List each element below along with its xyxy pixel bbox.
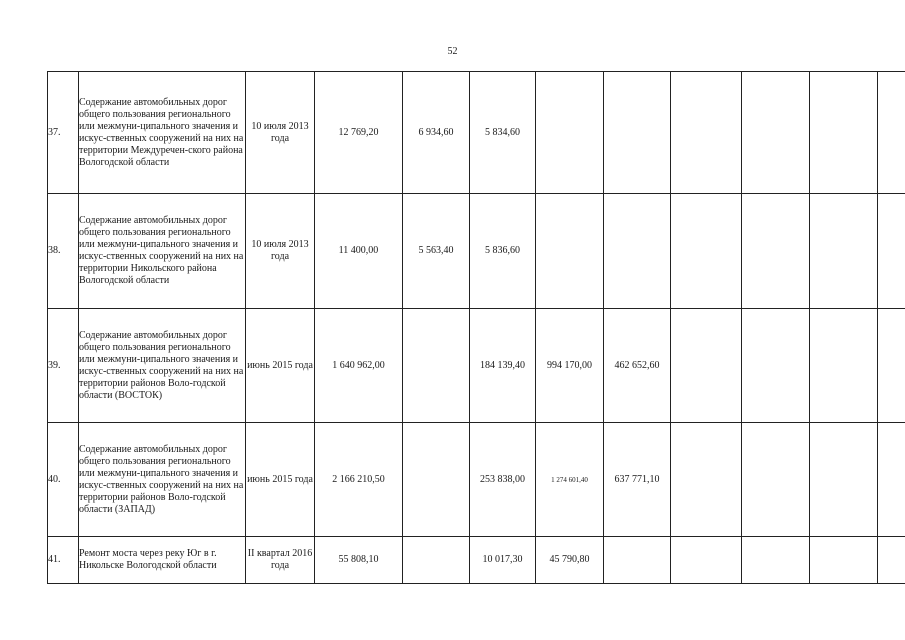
row-date: II квартал 2016 года	[246, 537, 315, 584]
table-row	[48, 194, 905, 309]
row-description: Содержание автомобильных дорог общего пользования регионального или межмуни-ципального значения и искус-ственных сооружений на них на территории Междуречен-ского района Вологодской области	[79, 72, 246, 194]
empty-cell	[878, 423, 905, 537]
row-number: 37.	[48, 72, 79, 194]
row-number: 39.	[48, 309, 79, 423]
cell-col-4	[536, 194, 604, 309]
row-description: Ремонт моста через реку Юг в г. Никольске Вологодской области	[79, 537, 246, 584]
empty-cell	[671, 423, 742, 537]
table-row	[48, 309, 905, 423]
empty-cell	[742, 194, 810, 309]
cell-col-5: 462 652,60	[604, 309, 671, 423]
cell-col-3: 253 838,00	[470, 423, 536, 537]
row-number: 38.	[48, 194, 79, 309]
page-number: 52	[447, 46, 458, 57]
row-date: июнь 2015 года	[246, 423, 315, 537]
row-date: июнь 2015 года	[246, 309, 315, 423]
data-table	[47, 71, 905, 584]
row-description: Содержание автомобильных дорог общего пользования регионального или межмуни-ципального значения и искус-ственных сооружений на них на территории районов Воло-годской области (ВОСТОК)	[79, 309, 246, 423]
empty-cell	[810, 72, 878, 194]
cell-col-2	[403, 423, 470, 537]
row-number: 40.	[48, 423, 79, 537]
row-date: 10 июля 2013 года	[246, 194, 315, 309]
cell-col-4: 1 274 601,40	[536, 423, 604, 537]
row-description: Содержание автомобильных дорог общего пользования регионального или межмуни-ципального значения и искус-ственных сооружений на них на территории районов Воло-годской области (ЗАПАД)	[79, 423, 246, 537]
empty-cell	[810, 537, 878, 584]
cell-col-5	[604, 72, 671, 194]
cell-total: 12 769,20	[315, 72, 403, 194]
empty-cell	[742, 537, 810, 584]
cell-total: 1 640 962,00	[315, 309, 403, 423]
cell-col-3: 5 834,60	[470, 72, 536, 194]
table-row	[48, 72, 905, 194]
empty-cell	[671, 309, 742, 423]
empty-cell	[878, 537, 905, 584]
cell-col-5	[604, 537, 671, 584]
empty-cell	[810, 423, 878, 537]
empty-cell	[878, 194, 905, 309]
empty-cell	[742, 423, 810, 537]
cell-total: 2 166 210,50	[315, 423, 403, 537]
empty-cell	[671, 537, 742, 584]
empty-cell	[878, 72, 905, 194]
cell-total: 11 400,00	[315, 194, 403, 309]
empty-cell	[671, 72, 742, 194]
cell-col-2: 6 934,60	[403, 72, 470, 194]
cell-col-5	[604, 194, 671, 309]
cell-total: 55 808,10	[315, 537, 403, 584]
empty-cell	[810, 309, 878, 423]
cell-col-4: 994 170,00	[536, 309, 604, 423]
empty-cell	[742, 309, 810, 423]
cell-col-4	[536, 72, 604, 194]
cell-col-2	[403, 309, 470, 423]
table-row	[48, 537, 905, 584]
empty-cell	[671, 194, 742, 309]
empty-cell	[810, 194, 878, 309]
table-row	[48, 423, 905, 537]
cell-col-3: 5 836,60	[470, 194, 536, 309]
row-description: Содержание автомобильных дорог общего пользования регионального или межмуни-ципального значения и искус-ственных сооружений на них на территории Никольского района Вологодской области	[79, 194, 246, 309]
cell-col-3: 10 017,30	[470, 537, 536, 584]
empty-cell	[878, 309, 905, 423]
cell-col-5: 637 771,10	[604, 423, 671, 537]
row-date: 10 июля 2013 года	[246, 72, 315, 194]
cell-col-3: 184 139,40	[470, 309, 536, 423]
row-number: 41.	[48, 537, 79, 584]
empty-cell	[742, 72, 810, 194]
cell-col-4: 45 790,80	[536, 537, 604, 584]
cell-col-2	[403, 537, 470, 584]
cell-col-2: 5 563,40	[403, 194, 470, 309]
